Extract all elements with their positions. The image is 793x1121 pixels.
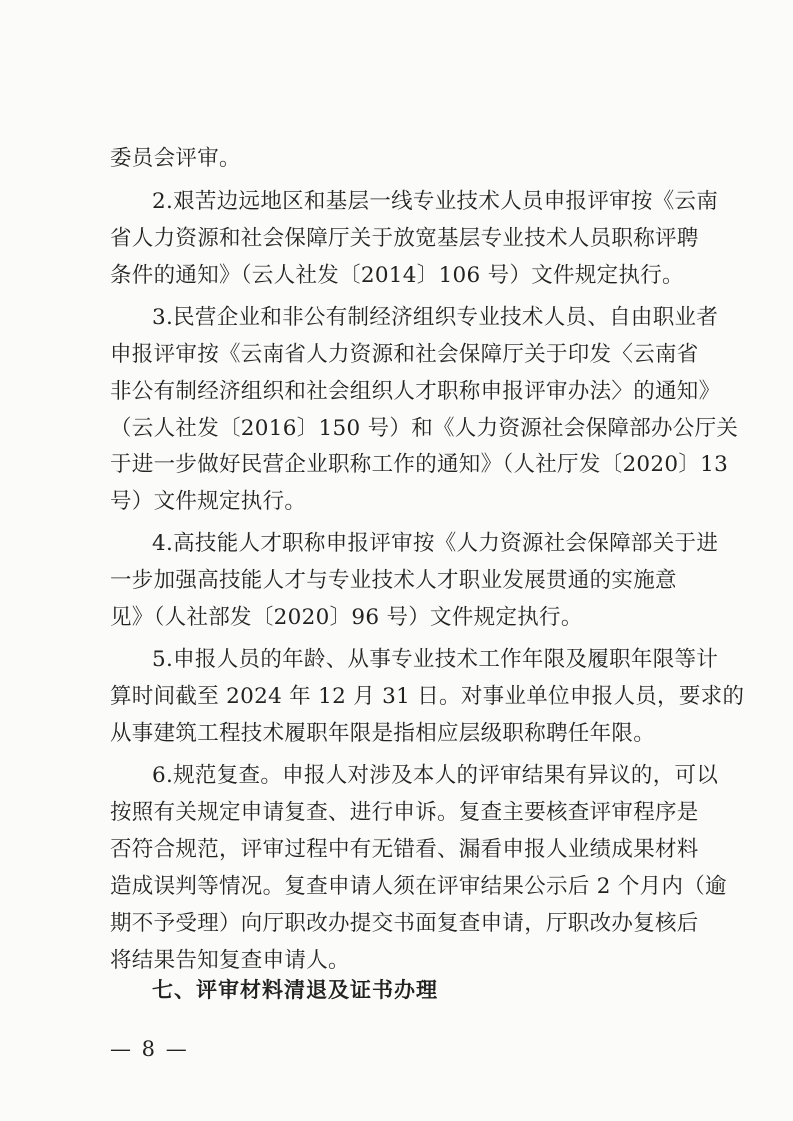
text-line: 见》（人社部发〔2020〕96 号）文件规定执行。 [110, 605, 583, 630]
text-line: 按照有关规定申请复查、进行申诉。复查主要核查评审程序是 [110, 800, 699, 825]
text-line: 从事建筑工程技术履职年限是指相应层级职称聘任年限。 [110, 721, 656, 746]
text-line: 算时间截至 2024 年 12 月 31 日。对事业单位申报人员，要求的 [110, 684, 745, 709]
text-line: 3.民营企业和非公有制经济组织专业技术人员、自由职业者 [152, 305, 719, 330]
section-heading: 七、评审材料清退及证书办理 [152, 978, 438, 1002]
text-line: 号）文件规定执行。 [110, 489, 307, 514]
text-line: 5.申报人员的年龄、从事专业技术工作年限及履职年限等计 [152, 647, 719, 672]
text-line: 2.艰苦边远地区和基层一线专业技术人员申报评审按《云南 [152, 189, 719, 214]
text-line: 委员会评审。 [110, 146, 241, 171]
text-line: 造成误判等情况。复查申请人须在评审结果公示后 2 个月内（逾 [110, 874, 727, 899]
text-line: 期不予受理）向厅职改办提交书面复查申请，厅职改办复核后 [110, 911, 699, 936]
text-line: 将结果告知复查申请人。 [110, 948, 350, 973]
text-line: 非公有制经济组织和社会组织人才职称申报评审办法〉的通知》 [110, 379, 721, 404]
text-line: 否符合规范，评审过程中有无错看、漏看申报人业绩成果材料 [110, 837, 699, 862]
text-line: 于进一步做好民营企业职称工作的通知》（人社厅发〔2020〕13 [110, 452, 729, 477]
page-number: — 8 — [110, 1037, 189, 1061]
text-line: 一步加强高技能人才与专业技术人才职业发展贯通的实施意 [110, 568, 677, 593]
text-line: 省人力资源和社会保障厅关于放宽基层专业技术人员职称评聘 [110, 226, 699, 251]
text-line: 4.高技能人才职称申报评审按《人力资源社会保障部关于进 [152, 531, 719, 556]
text-line: 6.规范复查。申报人对涉及本人的评审结果有异议的，可以 [152, 763, 719, 788]
text-line: 申报评审按《云南省人力资源和社会保障厅关于印发〈云南省 [110, 342, 699, 367]
text-line: （云人社发〔2016〕150 号）和《人力资源社会保障部办公厅关 [110, 416, 739, 441]
text-line: 条件的通知》（云人社发〔2014〕106 号）文件规定执行。 [110, 263, 684, 288]
